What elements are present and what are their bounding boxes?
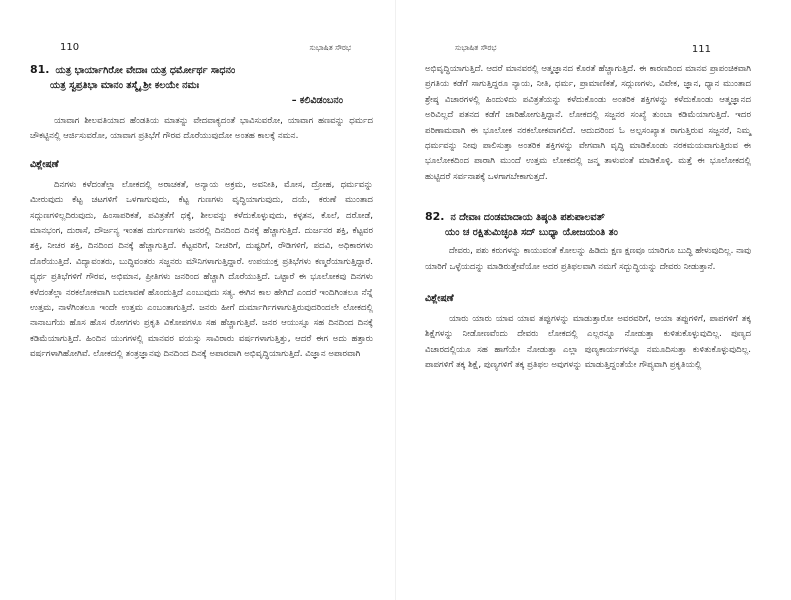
right-page-header — [425, 0, 751, 55]
verse-text-1: ನ ದೇವಾಃ ದಂಡಮಾದಾಯ ತಿಷ್ಠಂತಿ ಪಶುಪಾಲವತ್ — [450, 212, 605, 224]
analysis-continuation: ಅಭಿವೃದ್ಧಿಯಾಗುತ್ತಿದೆ. ಆದರೆ ಮಾನವರಲ್ಲಿ ಆತ್ಮಜ್ಞಾನದ ಕೊರತೆ ಹೆಚ್ಚಾಗುತ್ತಿದೆ. ಈ ಕಾರಣದಿಂದ ಮಾನವ ಪ್ರಾಪಂಚಿಕವಾಗಿ ಪ್ರಗತಿಯ ಕಡೆಗೆ ಸಾಗುತ್ತಿದ್ದರೂ ನ್ಯಾಯ, ನೀತಿ, ಧರ್ಮ, ಪ್ರಾಮಾಣಿಕತೆ, ಸದ್ಗುಣಗಳು, ವಿವೇಕ, ಜ್ಞಾನ, ಧ್ಯಾನ ಮುಂತಾದ ಶ್ರೇಷ್ಠ ವಿಚಾರಗಳಲ್ಲಿ ಹಿಂದುಳಿದು ಪವಿತ್ರತೆಯನ್ನು ಕಳೆದುಕೊಂಡು ಅಂತರಿಕ ಶಕ್ತಿಗಳನ್ನು ಕಳೆದುಕೊಂಡು ಆತ್ಮಜ್ಞಾನದ ಅರಿವಿಲ್ಲದೆ ಪತನದ ಕಡೆಗೆ ಜಾರಿಹೋಗುತ್ತಿದ್ದಾನೆ. ಲೋಕದಲ್ಲಿ ಸಜ್ಜನರ ಸಂಖ್ಯೆ ತುಂಬಾ ಕಡಿಮೆಯಾಗುತ್ತಿದೆ. ಇದರ ಪರಿಣಾಮವಾಗಿ ಈ ಭೂಲೋಕ ನರಕಲೋಕವಾಗಲಿದೆ. ಆದುದರಿಂದ ಓ ಅಲ್ಪಸಂಖ್ಯಾತ ರಾಗುತ್ತಿರುವ ಸಜ್ಜನರೆ, ನಿಮ್ಮ ಧರ್ಮವನ್ನು ನೀವು ಪಾಲಿಸುತ್ತಾ ಅಂತರಿಕ ಶಕ್ತಿಗಳನ್ನು ವೇಗವಾಗಿ ವೃದ್ಧಿ ಮಾಡಿಕೊಂಡು ನರಕಮಯವಾಗುತ್ತಿರುವ ಈ ಭೂಲೋಕದಿಂದ ಪಾರಾಗಿ ಮುಂದೆ ಉತ್ತಮ ಲೋಕದಲ್ಲಿ ಜನ್ಮ ತಾಳುವಂತೆ ಮಾಡಿಕೊಳ್ಳಿ. ಮತ್ತೆ ಈ ಭೂಲೋಕದಲ್ಲಿ ಹುಟ್ಟಿದರೆ ಸರ್ವನಾಶಕ್ಕೆ ಒಳಗಾಗಬೇಕಾಗುತ್ತದೆ. — [425, 64, 751, 182]
page-number: 110 — [60, 42, 80, 53]
verse-number: 81. — [30, 63, 50, 76]
analysis-text: ಯಾರು ಯಾರು ಯಾವ ಯಾವ ತಪ್ಪುಗಳನ್ನು ಮಾಡುತ್ತಾರೋ ಅವರವರಿಗೆ, ಆಯಾ ತಪ್ಪುಗಳಿಗೆ, ಪಾಪಗಳಿಗೆ ತಕ್ಕ ಶಿಕ್ಷೆಗಳನ್ನು ನೀಡೋಣವೆಂದು ದೇವರು ಲೋಕದಲ್ಲಿ ಎಲ್ಲರನ್ನೂ ನೋಡುತ್ತಾ ಕುಳಿತುಕೊಳ್ಳುವುದಿಲ್ಲ. ಪುಣ್ಯದ ವಿಚಾರದಲ್ಲಿಯೂ ಸಹ ಹಾಗೆಯೇ ನೋಡುತ್ತಾ ಎಲ್ಲಾ ಪುಣ್ಯಕಾರ್ಯಗಳನ್ನೂ ನಮೂದಿಸುತ್ತಾ ಕುಳಿತುಕೊಳ್ಳುವುದಿಲ್ಲ. ಪಾಪಗಳಿಗೆ ತಕ್ಕ ಶಿಕ್ಷೆ, ಪುಣ್ಯಗಳಿಗೆ ತಕ್ಕ ಪ್ರತಿಫಲ ಅವುಗಳನ್ನು ಮಾಡುತ್ತಿದ್ದಂತೆಯೇ ಗೌಪ್ಯವಾಗಿ ಪ್ರಕೃತಿಯಲ್ಲಿ — [425, 314, 751, 371]
verse-attribution: – ಕಲಿವಿಡಂಬನಂ — [291, 95, 343, 106]
verse-line-1 — [30, 62, 373, 78]
verse-block — [425, 209, 751, 240]
verse-meaning: ದೇವರು, ಪಶು ಕರುಗಳನ್ನು ಕಾಯುವಂತೆ ಕೋಲನ್ನು ಹಿಡಿದು ಕ್ಷಣ ಕ್ಷಣವೂ ಯಾರಿಗೂ ಬುದ್ಧಿ ಹೇಳುವುದಿಲ್ಲ. ನಾವು ಯಾರಿಗೆ ಒಳ್ಳೆಯದನ್ನು ಮಾಡಿರುತ್ತೇವೆಯೋ ಅದರ ಪ್ರತಿಫಲವಾಗಿ ನಮಗೆ ಸದ್ಬುದ್ಧಿಯನ್ನು ದೇವರು ನೀಡುತ್ತಾನೆ. — [425, 246, 751, 272]
verse-block — [30, 62, 373, 108]
verse-meaning: ಯಾವಾಗ ಶೀಲವತಿಯಾದ ಹೆಂಡತಿಯ ಮಾತನ್ನು ವೇದವಾಕ್ಯದಂತೆ ಭಾವಿಸುವರೋ, ಯಾವಾಗ ಹಣವನ್ನು ಧರ್ಮದ ಚೌಕಟ್ಟಿನಲ್ಲಿ ಆರ್ಜಿಸುವರೋ, ಯಾವಾಗ ಪ್ರತಿಭೆಗೆ ಗೌರವ ದೊರೆಯುವುದೋ ಅಂತಹ ಕಾಲಕ್ಕೆ ನಮನ. — [30, 116, 373, 142]
analysis-heading: ವಿಶ್ಲೇಷಣೆ — [425, 293, 454, 305]
right-page — [395, 0, 791, 600]
running-head: ಸುಭಾಷಿತ ಸೌರಭ — [309, 43, 351, 52]
left-page-header — [30, 0, 373, 53]
right-page-content — [425, 62, 751, 374]
verse-line-2: ಯಂ ಚ ರಕ್ಷಿತುಮಿಚ್ಛಂತಿ ಸದ್ ಬುಧ್ಯಾ ಯೋಜಯಂತಿ ತಂ — [445, 227, 618, 239]
left-page — [0, 0, 395, 600]
verse-line-2: ಯತ್ರ ಸ್ವಪ್ರತಿಭಾ ಮಾನಂ ತಸ್ಮೈ ಶ್ರೀ ಕಲಯೇ ನಮಃ — [50, 80, 200, 91]
verse-text-1: ಯತ್ರ ಭಾರ್ಯಾಗಿರೋ ವೇದಾಃ ಯತ್ರ ಧರ್ಮೋರ್ಥ ಸಾಧನಂ — [55, 65, 236, 76]
page-number: 111 — [691, 44, 711, 55]
analysis-text: ದಿನಗಳು ಕಳೆದಂತೆಲ್ಲಾ ಲೋಕದಲ್ಲಿ ಅರಾಚಕತೆ, ಅನ್ಯಾಯ ಅಕ್ರಮ, ಅವನೀತಿ, ಮೋಸ, ದ್ರೋಹ, ಧರ್ಮವನ್ನು ಮೀರುವುದು ಕೆಟ್ಟ ಚಟಗಳಿಗೆ ಒಳಗಾಗುವುದು, ಕೆಟ್ಟ ಗುಣಗಳು ವೃದ್ಧಿಯಾಗುವುದು, ದಯೆ, ಕರುಣೆ ಮುಂತಾದ ಸದ್ಗುಣಗಳಿಲ್ಲದಿರುವುದು, ಹಿಂಸಾಪರಿಕತೆ, ಪವಿತ್ರತೆಗೆ ಧಕ್ಕೆ, ಶೀಲವನ್ನು ಕಳೆದುಕೊಳ್ಳುವುದು, ಕಳ್ಳತನ, ಕೊಲೆ, ದರೋಡೆ, ಮಾನಭಂಗ, ದುರಾಸೆ, ದೌರ್ಜನ್ಯ ಇಂತಹ ದುರ್ಗುಣಗಳು ಜನರಲ್ಲಿ ದಿನದಿಂದ ದಿನಕ್ಕೆ ಹೆಚ್ಚಾಗುತ್ತಿದೆ. ದುರ್ಜನರ ಶಕ್ತಿ, ಕೆಟ್ಟವರ ಶಕ್ತಿ, ನೀಚರ ಶಕ್ತಿ, ದಿನದಿಂದ ದಿನಕ್ಕೆ ಹೆಚ್ಚಾಗುತ್ತಿದೆ. ಕೆಟ್ಟವರಿಗೆ, ನೀಚರಿಗೆ, ದುಷ್ಟರಿಗೆ, ರೌಡಿಗಳಿಗೆ, ಪದವಿ, ಅಧಿಕಾರಗಳು ದೊರೆಯುತ್ತಿದೆ. ವಿದ್ಯಾವಂತರು, ಬುದ್ಧಿವಂತರು ಸಜ್ಜನರು ಮೌನಿಗಳಾಗುತ್ತಿದ್ದಾರೆ. ಉಪಯುಕ್ತ ಪ್ರತಿಭೆಗಳು ಕಣ್ಮರೆಯಾಗುತ್ತಿದ್ದಾರೆ. ವ್ಯರ್ಥ ಪ್ರತಿಭೆಗಳಿಗೆ ಗೌರವ, ಅಭಿಮಾನ, ಪ್ರೀತಿಗಳು ಜನರಿಂದ ಹೆಚ್ಚಾಗಿ ದೊರೆಯುತ್ತಿದೆ. ಒಟ್ಟಾರೆ ಈ ಭೂಲೋಕವು ದಿನಗಳು ಕಳೆದಂತೆಲ್ಲಾ ನರಕಲೋಕವಾಗಿ ಬದಲಾವಣೆ ಹೊಂದುತ್ತಿದೆ ಎಂಬುವುದು ಸತ್ಯ. ಈಗಿನ ಕಾಲ ಹೇಗಿದೆ ಎಂದರೆ ಇಂದಿಗಿಂತಲೂ ನೆನ್ನೆ ಉತ್ತಮ, ನಾಳೆಗಿಂತಲೂ ಇಂದೇ ಉತ್ತಮ ಎಂಬಂತಾಗುತ್ತಿದೆ. ಜನರು ಹೀಗೆ ದುರ್ಮಾರ್ಗಿಗಳಾಗುತ್ತಿರುವುದರಿಂದಲೇ ಲೋಕದಲ್ಲಿ ನಾನಾಬಗೆಯ ಹೊಸ ಹೊಸ ರೋಗಗಳು ಪ್ರಕೃತಿ ವಿಕೋಪಗಳೂ ಸಹ ಹೆಚ್ಚಾಗುತ್ತಿವೆ. ಜನರ ಆಯುಸ್ಸೂ ಸಹ ದಿನದಿಂದ ದಿನಕ್ಕೆ ಕಡಿಮೆಯಾಗುತ್ತಿದೆ. ಹಿಂದಿನ ಯುಗಗಳಲ್ಲಿ ಮಾನವರ ವಯಸ್ಸು ಸಾವಿರಾರು ವರ್ಷಗಳಾಗುತ್ತಿತ್ತು, ಆದರೆ ಈಗ ಅದು ಹತ್ತಾರು ವರ್ಷಗಳಾಗಿಹೋಗಿವೆ. ಲೋಕದಲ್ಲಿ ತಂತ್ರಜ್ಞಾನವು ದಿನದಿಂದ ದಿನಕ್ಕೆ ಅಪಾರವಾಗಿ ಅಭಿವೃದ್ಧಿಯಾಗುತ್ತಿದೆ. ವಿಜ್ಞಾನ ಅಪಾರವಾಗಿ — [30, 179, 373, 360]
verse-line-1 — [425, 209, 751, 225]
verse-number: 82. — [425, 210, 445, 224]
running-head: ಸುಭಾಷಿತ ಸೌರಭ — [455, 43, 497, 52]
left-page-content — [30, 62, 373, 363]
analysis-heading: ವಿಶ್ಲೇಷಣೆ — [30, 158, 59, 170]
